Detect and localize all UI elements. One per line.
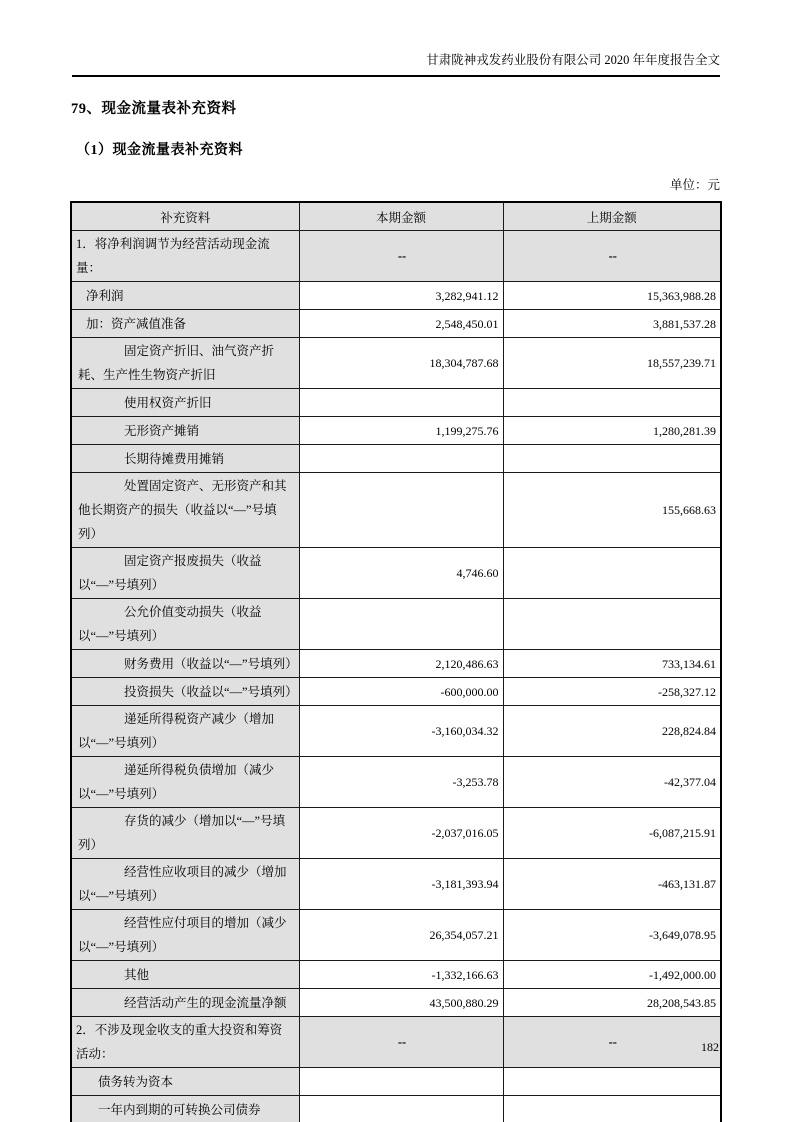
row-label: 递延所得税负债增加（减少以“—”号填列）	[71, 757, 299, 808]
row-prior-value: --	[503, 231, 721, 282]
row-current-value: 4,746.60	[299, 548, 503, 599]
table-row	[71, 231, 721, 282]
table-row	[71, 1068, 721, 1096]
row-prior-value: -42,377.04	[503, 757, 721, 808]
section-title: 79、现金流量表补充资料	[71, 101, 237, 117]
row-prior-value	[503, 548, 721, 599]
row-label: 处置固定资产、无形资产和其他长期资产的损失（收益以“—”号填列）	[71, 473, 299, 548]
table-row	[71, 757, 721, 808]
row-label: 公允价值变动损失（收益以“—”号填列）	[71, 599, 299, 650]
row-label: 债务转为资本	[71, 1068, 299, 1096]
table-row	[71, 859, 721, 910]
table-row	[71, 706, 721, 757]
row-current-value	[299, 473, 503, 548]
row-label: 净利润	[71, 282, 299, 310]
row-prior-value: 733,134.61	[503, 650, 721, 678]
table-row	[71, 599, 721, 650]
row-label: 无形资产摊销	[71, 417, 299, 445]
row-prior-value	[503, 445, 721, 473]
row-current-value: -600,000.00	[299, 678, 503, 706]
row-label: 递延所得税资产减少（增加以“—”号填列）	[71, 706, 299, 757]
row-label: 经营性应收项目的减少（增加以“—”号填列）	[71, 859, 299, 910]
table-header-row	[71, 202, 721, 231]
row-label: 固定资产报废损失（收益以“—”号填列）	[71, 548, 299, 599]
row-prior-value: -6,087,215.91	[503, 808, 721, 859]
row-label: 存货的减少（增加以“—”号填列）	[71, 808, 299, 859]
row-current-value: --	[299, 231, 503, 282]
unit-label: 单位：元	[669, 178, 720, 192]
row-current-value: 3,282,941.12	[299, 282, 503, 310]
row-current-value	[299, 389, 503, 417]
table-row	[71, 445, 721, 473]
row-label: 2．不涉及现金收支的重大投资和筹资活动：	[71, 1017, 299, 1068]
row-current-value: 2,120,486.63	[299, 650, 503, 678]
row-current-value: 43,500,880.29	[299, 989, 503, 1017]
row-current-value	[299, 1096, 503, 1122]
row-prior-value: --	[503, 1017, 721, 1068]
row-prior-value: -258,327.12	[503, 678, 721, 706]
row-label: 1．将净利润调节为经营活动现金流量：	[71, 231, 299, 282]
table-row	[71, 310, 721, 338]
row-label: 财务费用（收益以“—”号填列）	[71, 650, 299, 678]
row-prior-value: 155,668.63	[503, 473, 721, 548]
row-current-value: 1,199,275.76	[299, 417, 503, 445]
table-row	[71, 961, 721, 989]
cash-flow-supplementary-table	[70, 201, 722, 1122]
table-row	[71, 1096, 721, 1122]
row-label: 使用权资产折旧	[71, 389, 299, 417]
table-row	[71, 989, 721, 1017]
row-current-value	[299, 445, 503, 473]
table-row	[71, 910, 721, 961]
header-title: 甘肃陇神戎发药业股份有限公司 2020 年年度报告全文	[426, 53, 720, 67]
row-current-value: -1,332,166.63	[299, 961, 503, 989]
row-current-value: 26,354,057.21	[299, 910, 503, 961]
page-number: 182	[701, 1040, 719, 1054]
row-current-value: -3,160,034.32	[299, 706, 503, 757]
table-row	[71, 473, 721, 548]
row-label: 经营性应付项目的增加（减少以“—”号填列）	[71, 910, 299, 961]
row-label: 加：资产减值准备	[71, 310, 299, 338]
col-header-current-period: 本期金额	[299, 202, 503, 231]
row-prior-value	[503, 599, 721, 650]
table-row	[71, 808, 721, 859]
row-label: 其他	[71, 961, 299, 989]
table-row	[71, 338, 721, 389]
row-current-value: 18,304,787.68	[299, 338, 503, 389]
table-row	[71, 1017, 721, 1068]
row-current-value: -3,181,393.94	[299, 859, 503, 910]
row-label: 一年内到期的可转换公司债券	[71, 1096, 299, 1122]
col-header-prior-period: 上期金额	[503, 202, 721, 231]
table-body	[71, 231, 721, 1122]
table-row	[71, 282, 721, 310]
row-prior-value: 228,824.84	[503, 706, 721, 757]
row-current-value: 2,548,450.01	[299, 310, 503, 338]
row-prior-value: 18,557,239.71	[503, 338, 721, 389]
row-prior-value: 3,881,537.28	[503, 310, 721, 338]
row-prior-value	[503, 1068, 721, 1096]
row-current-value: --	[299, 1017, 503, 1068]
table-row	[71, 417, 721, 445]
table-row	[71, 389, 721, 417]
row-current-value	[299, 1068, 503, 1096]
table-row	[71, 650, 721, 678]
col-header-supplementary-info: 补充资料	[71, 202, 299, 231]
table-row	[71, 678, 721, 706]
row-label: 经营活动产生的现金流量净额	[71, 989, 299, 1017]
document-header	[72, 52, 720, 77]
row-prior-value: -463,131.87	[503, 859, 721, 910]
row-prior-value: 1,280,281.39	[503, 417, 721, 445]
row-prior-value: -1,492,000.00	[503, 961, 721, 989]
row-prior-value: 28,208,543.85	[503, 989, 721, 1017]
table-row	[71, 548, 721, 599]
row-prior-value	[503, 1096, 721, 1122]
row-prior-value: -3,649,078.95	[503, 910, 721, 961]
row-prior-value: 15,363,988.28	[503, 282, 721, 310]
row-current-value: -2,037,016.05	[299, 808, 503, 859]
row-label: 长期待摊费用摊销	[71, 445, 299, 473]
subsection-title: （1）现金流量表补充资料	[76, 143, 243, 158]
row-prior-value	[503, 389, 721, 417]
row-current-value: -3,253.78	[299, 757, 503, 808]
row-label: 投资损失（收益以“—”号填列）	[71, 678, 299, 706]
row-label: 固定资产折旧、油气资产折耗、生产性生物资产折旧	[71, 338, 299, 389]
row-current-value	[299, 599, 503, 650]
